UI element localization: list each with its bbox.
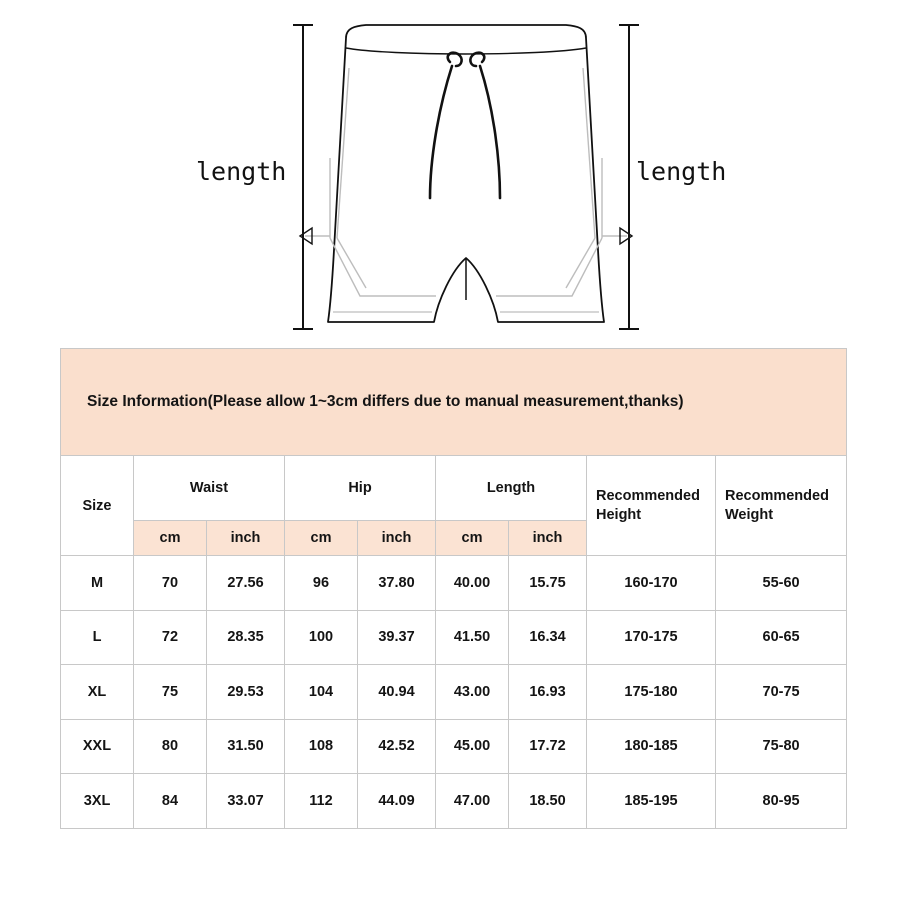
- unit-length-cm: cm: [436, 521, 509, 556]
- unit-waist-cm: cm: [134, 521, 207, 556]
- cell-hip-inch: 42.52: [358, 719, 436, 774]
- cell-waist-inch: 27.56: [207, 556, 285, 611]
- cell-length-cm: 47.00: [436, 774, 509, 829]
- cell-height: 175-180: [587, 665, 716, 720]
- cell-height: 185-195: [587, 774, 716, 829]
- cell-length-inch: 17.72: [509, 719, 587, 774]
- cell-waist-cm: 80: [134, 719, 207, 774]
- cell-waist-cm: 72: [134, 610, 207, 665]
- length-measure-left: [293, 24, 313, 330]
- cell-length-inch: 18.50: [509, 774, 587, 829]
- cell-hip-inch: 37.80: [358, 556, 436, 611]
- cell-waist-cm: 84: [134, 774, 207, 829]
- cell-size: XXL: [61, 719, 134, 774]
- table-row: [61, 665, 847, 720]
- cell-hip-inch: 44.09: [358, 774, 436, 829]
- cell-hip-cm: 100: [285, 610, 358, 665]
- cell-size: M: [61, 556, 134, 611]
- header-recommended-height: Recommended Height: [587, 456, 716, 556]
- header-recommended-weight: Recommended Weight: [716, 456, 847, 556]
- length-label-right: length: [636, 157, 727, 186]
- cell-waist-inch: 29.53: [207, 665, 285, 720]
- table-row: [61, 774, 847, 829]
- cell-hip-cm: 96: [285, 556, 358, 611]
- table-row: [61, 719, 847, 774]
- header-size: Size: [61, 456, 134, 556]
- product-diagram: [0, 0, 900, 348]
- cell-hip-cm: 104: [285, 665, 358, 720]
- cell-waist-inch: 33.07: [207, 774, 285, 829]
- unit-hip-cm: cm: [285, 521, 358, 556]
- cell-height: 160-170: [587, 556, 716, 611]
- cell-hip-cm: 112: [285, 774, 358, 829]
- header-length: Length: [436, 456, 587, 521]
- cell-hip-cm: 108: [285, 719, 358, 774]
- cell-waist-cm: 75: [134, 665, 207, 720]
- cell-hip-inch: 39.37: [358, 610, 436, 665]
- table-banner-row: [61, 349, 847, 456]
- cell-length-inch: 16.34: [509, 610, 587, 665]
- cell-weight: 55-60: [716, 556, 847, 611]
- cell-length-cm: 43.00: [436, 665, 509, 720]
- size-information-table: [60, 348, 847, 829]
- unit-waist-inch: inch: [207, 521, 285, 556]
- table-row: [61, 610, 847, 665]
- header-hip: Hip: [285, 456, 436, 521]
- cell-length-inch: 16.93: [509, 665, 587, 720]
- shorts-line-drawing: [0, 0, 900, 348]
- cell-length-cm: 41.50: [436, 610, 509, 665]
- cell-hip-inch: 40.94: [358, 665, 436, 720]
- length-label-left: length: [196, 157, 287, 186]
- cell-length-cm: 45.00: [436, 719, 509, 774]
- cell-weight: 70-75: [716, 665, 847, 720]
- table-group-header-row: [61, 456, 847, 521]
- size-information-banner: Size Information(Please allow 1~3cm differs due to manual measurement,thanks): [61, 349, 847, 456]
- cell-length-cm: 40.00: [436, 556, 509, 611]
- cell-weight: 60-65: [716, 610, 847, 665]
- cell-waist-cm: 70: [134, 556, 207, 611]
- cell-length-inch: 15.75: [509, 556, 587, 611]
- unit-length-inch: inch: [509, 521, 587, 556]
- cell-size: 3XL: [61, 774, 134, 829]
- cell-height: 170-175: [587, 610, 716, 665]
- table-row: [61, 556, 847, 611]
- cell-waist-inch: 28.35: [207, 610, 285, 665]
- header-waist: Waist: [134, 456, 285, 521]
- cell-waist-inch: 31.50: [207, 719, 285, 774]
- cell-weight: 75-80: [716, 719, 847, 774]
- cell-height: 180-185: [587, 719, 716, 774]
- cell-size: L: [61, 610, 134, 665]
- cell-size: XL: [61, 665, 134, 720]
- unit-hip-inch: inch: [358, 521, 436, 556]
- cell-weight: 80-95: [716, 774, 847, 829]
